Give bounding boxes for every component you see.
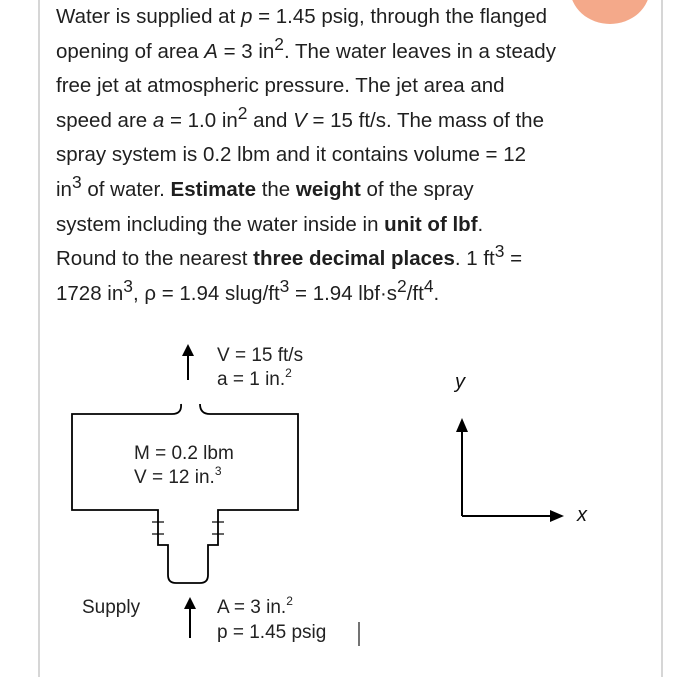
volume-label: V = 12 in.$^3$ bbox=[134, 464, 222, 488]
problem-line-7: system including the water inside in unit of lbf. bbox=[56, 212, 484, 236]
problem-line-3: free jet at atmospheric pressure. The jet area and bbox=[56, 74, 505, 98]
jet-area-label: a = 1 in.$^2$ bbox=[217, 366, 292, 390]
spray-system-outline bbox=[72, 404, 298, 583]
x-axis-label: x bbox=[577, 504, 587, 526]
problem-line-2: opening of area A = 3 $in^2$. The water leaves in a steady bbox=[56, 33, 556, 63]
problem-line-8: Round to the nearest three decimal places. 1 $ft^3$ = bbox=[56, 241, 523, 271]
jet-velocity-label: V = 15 ft/s bbox=[217, 345, 304, 366]
mass-label: M = 0.2 lbm bbox=[134, 443, 234, 464]
flange-marks bbox=[152, 522, 224, 534]
problem-line-9: 1728 $in^3$, ρ = 1.94 slug/$ft^3 = 1.94$ $lbf\cdot s^2/ft^4$. bbox=[56, 275, 440, 305]
problem-line-5: spray system is 0.2 lbm and it contains volume = 12 bbox=[56, 143, 527, 167]
supply-label: Supply bbox=[82, 597, 141, 618]
y-axis-label: y bbox=[455, 371, 465, 393]
jet-velocity-arrow bbox=[182, 344, 194, 380]
inlet-pressure-label: p = 1.45 psig bbox=[217, 622, 327, 643]
supply-arrow bbox=[184, 597, 196, 638]
inlet-area-label: A = 3 in.$^2$ bbox=[217, 594, 293, 618]
problem-line-1: Water is supplied at p = 1.45 psig, through the flanged bbox=[56, 5, 548, 28]
coordinate-axes bbox=[456, 418, 564, 522]
problem-line-6: $in^3$ of water. Estimate the weight of the spray bbox=[56, 172, 474, 201]
problem-line-4: speed are a = 1.0 $in^2$ and V = 15 ft/s. The mass of the bbox=[56, 102, 544, 132]
